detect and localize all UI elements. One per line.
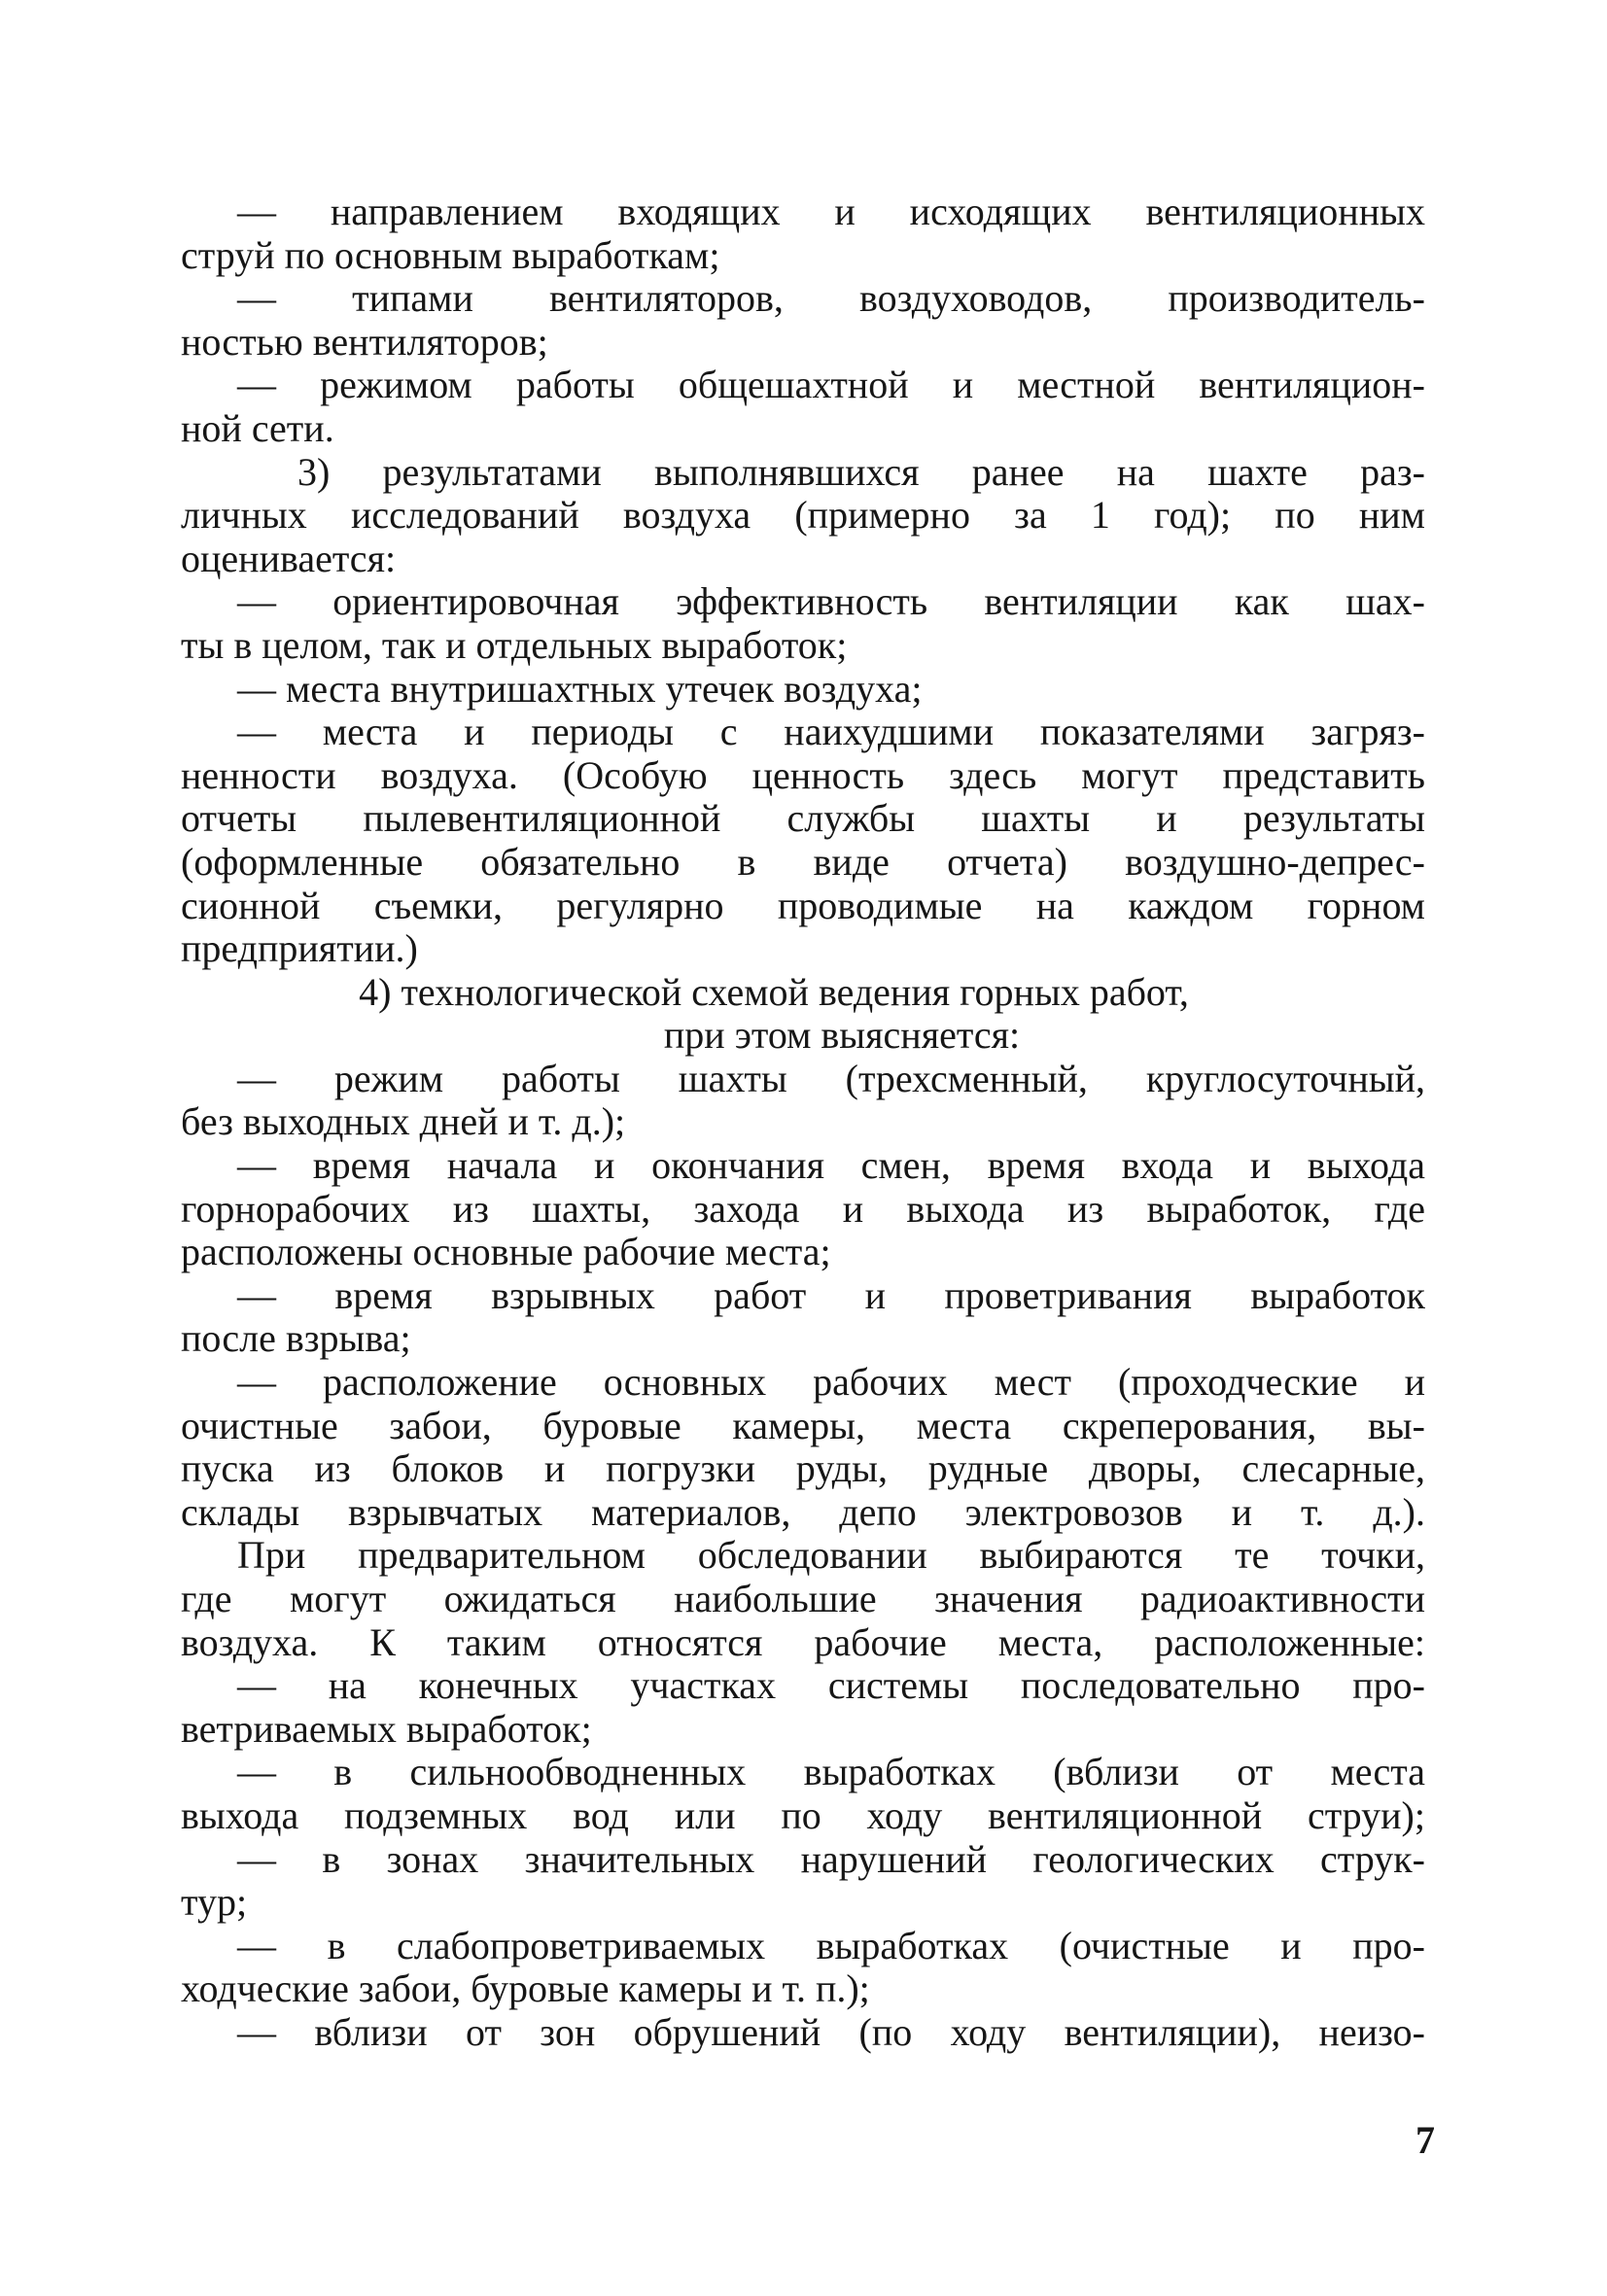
text-line: ходческие забои, буровые камеры и т. п.); xyxy=(181,1966,870,2011)
text-line: — режимом работы общешахтной и местной вентиляцион- xyxy=(237,363,1425,407)
text-line: — места и периоды с наихудшими показателями загряз- xyxy=(237,710,1425,754)
text-line: 3) результатами выполнявшихся ранее на шахте раз- xyxy=(297,449,1425,494)
text-line: — в зонах значительных нарушений геологических струк- xyxy=(237,1836,1425,1881)
text-line: ной сети. xyxy=(181,405,334,450)
text-line: сионной съемки, регулярно проводимые на каждом горном xyxy=(181,883,1425,927)
page-number: 7 xyxy=(1415,2118,1435,2162)
text-line: 4) технологической схемой ведения горных работ, xyxy=(359,969,1189,1014)
text-line: без выходных дней и т. д.); xyxy=(181,1099,626,1144)
text-line: личных исследований воздуха (примерно за 1 год); по ним xyxy=(181,493,1425,538)
text-line: склады взрывчатых материалов, депо электровозов и т. д.). xyxy=(181,1489,1425,1534)
text-line: расположены основные рабочие места; xyxy=(181,1230,831,1274)
text-line: ветриваемых выработок; xyxy=(181,1706,592,1751)
text-line: — вблизи от зон обрушений (по ходу вентиляции), неизо- xyxy=(237,2009,1425,2054)
text-line: — расположение основных рабочих мест (проходческие и xyxy=(237,1360,1425,1405)
text-line: где могут ожидаться наибольшие значения радиоактивности xyxy=(181,1577,1425,1620)
text-line: — в слабопроветриваемых выработках (очистные и про- xyxy=(237,1923,1425,1967)
text-line: ностью вентиляторов; xyxy=(181,319,548,364)
text-line: — направлением входящих и исходящих вентиляционных xyxy=(237,190,1425,233)
text-line: очистные забои, буровые камеры, места скреперования, вы- xyxy=(181,1403,1425,1447)
text-line: при этом выясняется: xyxy=(663,1013,1021,1058)
text-line: — типами вентиляторов, воздуховодов, производитель- xyxy=(237,276,1425,321)
text-line: — на конечных участках системы последовательно про- xyxy=(237,1663,1425,1708)
text-line: — время взрывных работ и проветривания выработок xyxy=(237,1272,1425,1317)
text-line: ненности воздуха. (Особую ценность здесь могут представить xyxy=(181,752,1425,797)
text-line: — режим работы шахты (трехсменный, круглосуточный, xyxy=(237,1056,1425,1100)
text-line: горнорабочих из шахты, захода и выхода из выработок, где xyxy=(181,1186,1425,1231)
text-line: При предварительном обследовании выбираются те точки, xyxy=(237,1533,1425,1578)
text-line: отчеты пылевентиляционной службы шахты и результаты xyxy=(181,796,1425,841)
text-line: оценивается: xyxy=(181,536,397,580)
body-text xyxy=(181,191,1425,2055)
text-line: — ориентировочная эффективность вентиляции как шах- xyxy=(237,579,1425,624)
text-line: — в сильнообводненных выработках (вблизи от места xyxy=(237,1750,1425,1794)
text-line: воздуха. К таким относятся рабочие места, расположенные: xyxy=(181,1619,1425,1664)
text-line: после взрыва; xyxy=(181,1316,411,1361)
text-line: предприятии.) xyxy=(181,926,418,971)
text-line: струй по основным выработкам; xyxy=(181,232,720,277)
text-line: выхода подземных вод или по ходу вентиляционной струи); xyxy=(181,1792,1425,1837)
text-line: — места внутришахтных утечек воздуха; xyxy=(237,666,923,711)
text-line: (оформленные обязательно в виде отчета) воздушно-депрес- xyxy=(181,839,1425,884)
text-line: ты в целом, так и отдельных выработок; xyxy=(181,622,848,667)
text-line: пуска из блоков и погрузки руды, рудные дворы, слесарные, xyxy=(181,1446,1425,1491)
text-line: — время начала и окончания смен, время входа и выхода xyxy=(237,1143,1425,1188)
text-line: тур; xyxy=(181,1880,248,1925)
